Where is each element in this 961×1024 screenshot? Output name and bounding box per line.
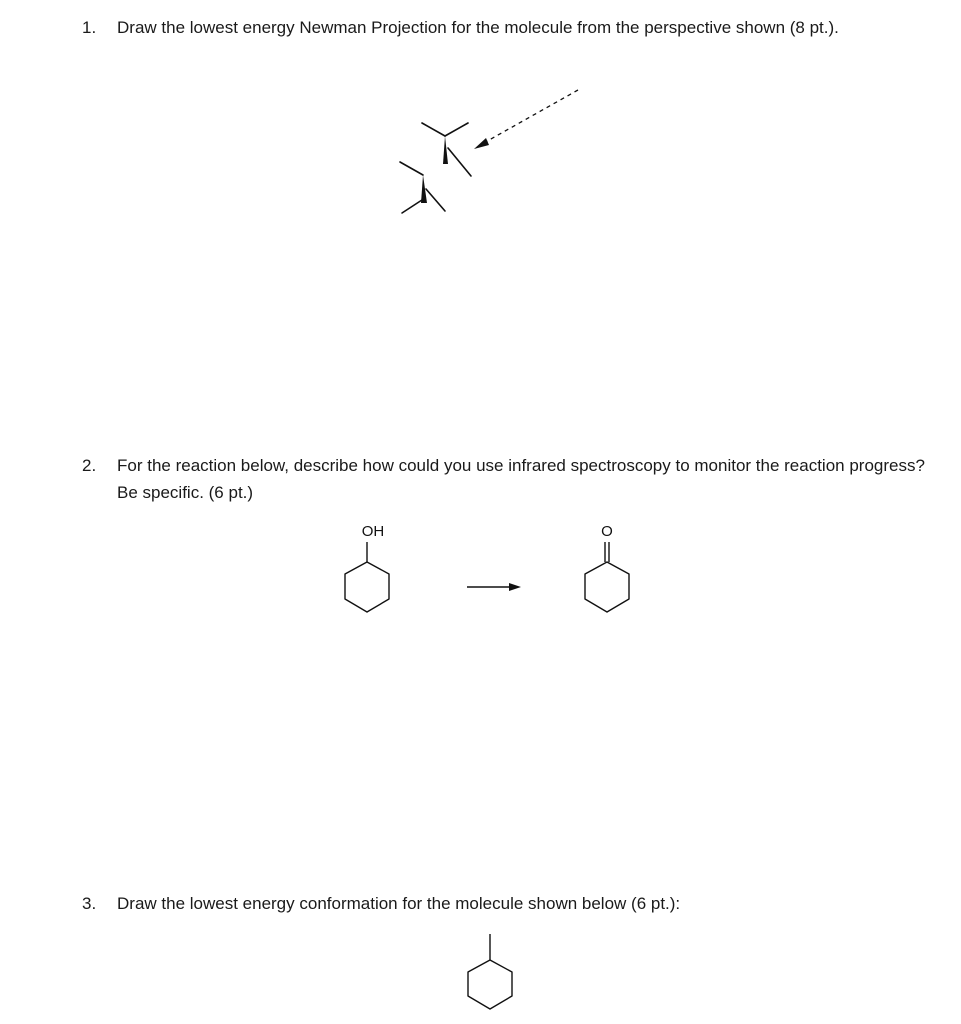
bond-mid-left: [400, 162, 423, 175]
perspective-arrow-head: [474, 138, 489, 149]
reaction-arrow-head: [509, 583, 521, 591]
cyclohexane-ring: [345, 562, 389, 612]
carbonyl-oxygen-label: O: [601, 523, 613, 540]
reactant-cyclohexanol: [330, 515, 410, 620]
wedge-bond-upper: [443, 136, 448, 164]
question-number: 3.: [82, 894, 97, 913]
question-number: 1.: [82, 18, 97, 37]
question-text: Draw the lowest energy conformation for the molecule shown below (6 pt.):: [117, 894, 681, 913]
reaction-arrow: [465, 580, 525, 594]
hydroxyl-label: OH: [361, 523, 385, 540]
bond-back-right: [448, 148, 471, 176]
newman-molecule-figure: [390, 80, 590, 225]
cyclohexane-ring: [585, 562, 629, 612]
question-text: For the reaction below, describe how could you use infrared spectroscopy to monitor the reaction progress? Be specific. (6 pt.): [117, 456, 925, 502]
cyclohexane-ring: [468, 960, 512, 1009]
perspective-arrow-line: [482, 90, 578, 144]
question-number: 2.: [82, 456, 97, 475]
question-text: Draw the lowest energy Newman Projection for the molecule from the perspective shown (8 pt.).: [117, 18, 839, 37]
product-cyclohexanone: [570, 515, 650, 620]
bond-top-right: [445, 123, 468, 136]
question-2: [82, 452, 942, 506]
question-3: [82, 890, 942, 917]
bond-top-left: [422, 123, 445, 136]
question-1: [82, 14, 942, 41]
methylcyclohexane-figure: [450, 928, 530, 1022]
bond-lower-right: [426, 189, 445, 211]
